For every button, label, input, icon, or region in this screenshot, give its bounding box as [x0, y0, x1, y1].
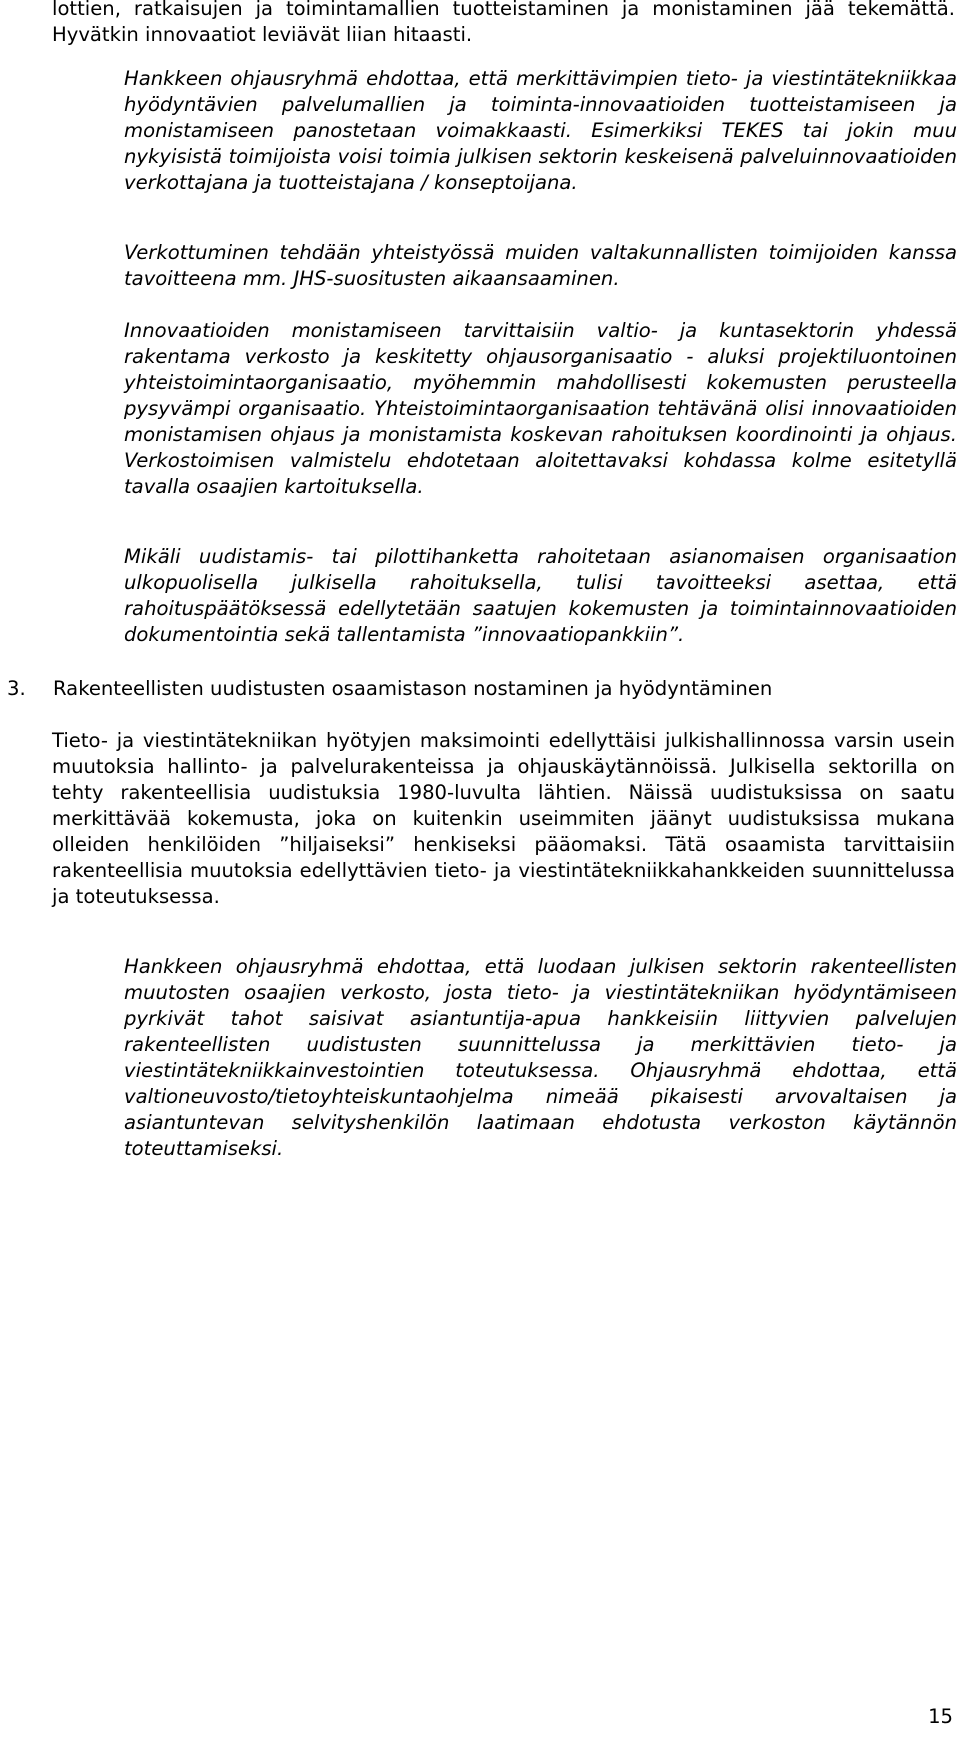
paragraph-structural-reforms: Tieto- ja viestintätekniikan hyötyjen maksimointi edellyttäisi julkishallinnossa varsin usein muutoksia hallinto- ja palvelurakenteissa ja ohjauskäytännöissä. Julkisella sektorilla on tehty rakenteellisia uudistuksia 1980-luvulta lähtien. Näissä uudistuksissa on saatu merkittävää kokemusta, joka on kuitenkin useimmiten jäänyt uudistuksissa mukana olleiden henkilöiden ”hiljaiseksi” henkiseksi pääomaksi. Tätä osaamista tarvittaisiin rakenteellisia muutoksia edellyttävien tieto- ja viestintätekniikkahankkeiden suunnittelussa ja toteutuksessa.: [52, 729, 955, 908]
section-heading: [7, 676, 947, 702]
paragraph-innovation-spread: lottien, ratkaisujen ja toimintamallien tuotteistaminen ja monistaminen jää tekemättä. Hyvätkin innovaatiot leviävät liian hitaasti.: [52, 0, 955, 46]
proposal-coordination-organisation: Innovaatioiden monistamiseen tarvittaisiin valtio- ja kuntasektorin yhdessä rakentama verkosto ja keskitetty ohjausorganisaatio - aluksi projektiluontoinen yhteistoimintaorganisaatio, myöhemmin mahdollisesti kokemusten perusteella pysyvämpi organisaatio. Yhteistoimintaorganisaation tehtävänä olisi innovaatioiden monistamisen ohjaus ja monistamista koskevan rahoituksen koordinointi ja ohjaus. Verkostoimisen valmistelu ehdotetaan aloitettavaksi kohdassa kolme esitetyllä tavalla osaajien kartoituksella.: [124, 319, 957, 498]
section-number: 3.: [7, 677, 26, 700]
proposal-funding-documentation: Mikäli uudistamis- tai pilottihanketta rahoitetaan asianomaisen organisaation ulkopuolisella julkisella rahoituksella, tulisi tavoitteeksi asettaa, että rahoituspäätöksessä edellytetään saatujen kokemusten ja toimintainnovaatioiden dokumentointia sekä tallentamista ”innovaatiopankkiin”.: [124, 545, 957, 646]
page-number: 15: [928, 1705, 953, 1728]
section-title: Rakenteellisten uudistusten osaamistason nostaminen ja hyödyntäminen: [53, 677, 773, 700]
proposal-expert-network: Hankkeen ohjausryhmä ehdottaa, että luodaan julkisen sektorin rakenteellisten muutosten osaajien verkosto, josta tieto- ja viestintätekniikan hyödyntämiseen pyrkivät tahot saisivat asiantuntija-apua hankkeisiin liittyvien palvelujen rakenteellisten uudistusten suunnittelussa ja merkittävien tieto- ja viestintätekniikkainvestointien toteutuksessa. Ohjausryhmä ehdottaa, että valtioneuvosto/tietoyhteiskuntaohjelma nimeää pikaisesti arvovaltaisen ja asiantuntevan selvityshenkilön laatimaan ehdotusta verkoston käytännön toteuttamiseksi.: [124, 955, 957, 1160]
proposal-productization: Hankkeen ohjausryhmä ehdottaa, että merkittävimpien tieto- ja viestintätekniikkaa hyödyntävien palvelumallien ja toiminta-innovaatioiden tuotteistamiseen ja monistamiseen panostetaan voimakkaasti. Esimerkiksi TEKES tai jokin muu nykyisistä toimijoista voisi toimia julkisen sektorin keskeisenä palveluinnovaatioiden verkottajana ja tuotteistajana / konseptoijana.: [124, 67, 957, 194]
proposal-networking: Verkottuminen tehdään yhteistyössä muiden valtakunnallisten toimijoiden kanssa tavoitteena mm. JHS-suositusten aikaansaaminen.: [124, 241, 957, 290]
